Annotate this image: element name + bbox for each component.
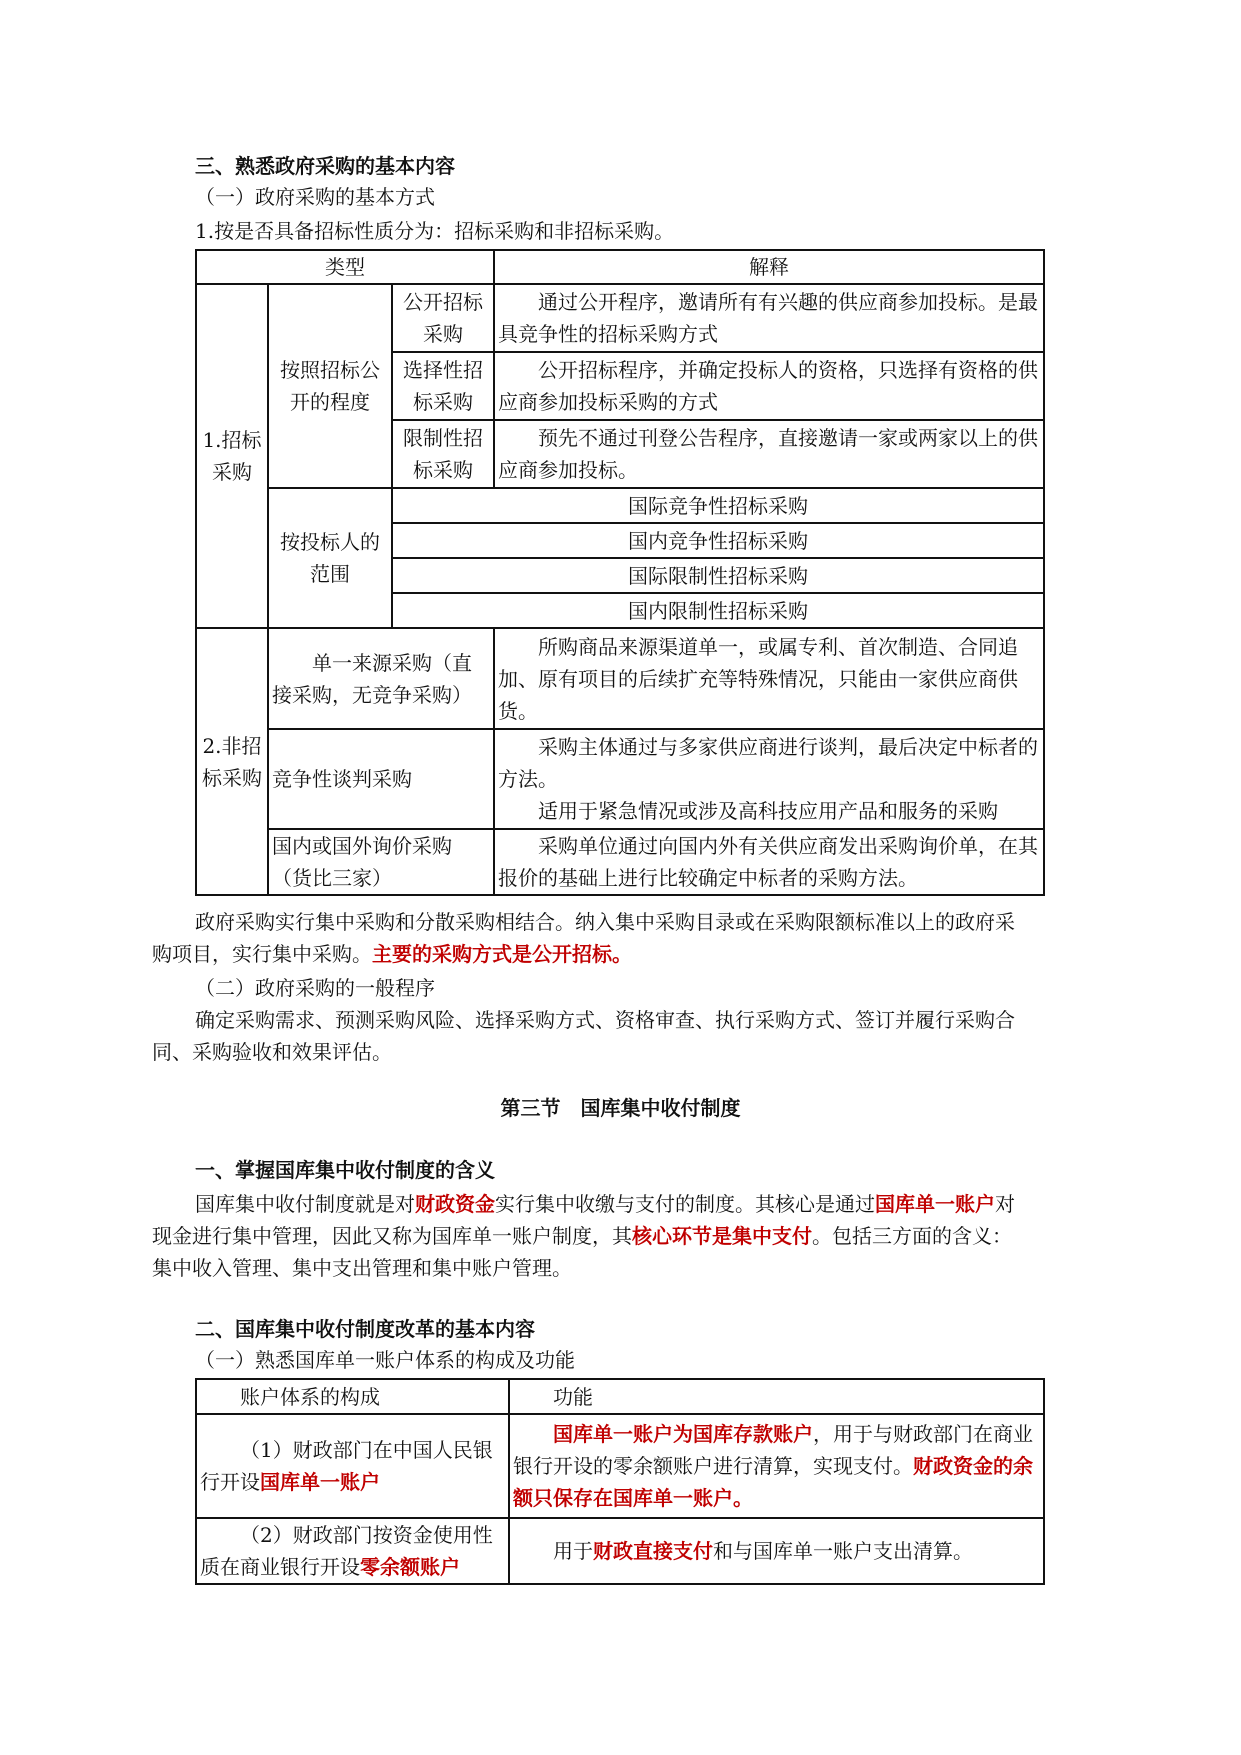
scope-item: 国际限制性招标采购	[392, 558, 1044, 593]
scope-item: 国际竞争性招标采购	[392, 488, 1044, 523]
row-desc: 所购商品来源渠道单一，或属专利、首次制造、合同追加、原有项目的后续扩充等特殊情况，只能由一家供应商供货。	[494, 628, 1044, 729]
row-desc: 通过公开程序，邀请所有有兴趣的供应商参加投标。是最具竞争性的招标采购方式	[494, 284, 1044, 352]
row-name: 竞争性谈判采购	[268, 729, 494, 829]
highlight: 财政资金	[415, 1192, 495, 1216]
highlight: 国库单一账户	[875, 1192, 995, 1216]
highlight: 国库单一账户	[260, 1470, 380, 1494]
section-heading: 三、熟悉政府采购的基本内容	[195, 154, 455, 178]
row-desc: 公开招标程序，并确定投标人的资格，只选择有资格的供应商参加投标采购的方式	[494, 352, 1044, 420]
highlight: 零余额账户	[360, 1555, 460, 1579]
section-title: 第三节 国库集中收付制度	[500, 1096, 741, 1120]
group-by-openness: 按照招标公开的程度	[268, 284, 392, 488]
highlight: 主要的采购方式是公开招标。	[372, 942, 632, 966]
text: （1）财政部门在中国人民银行开设	[200, 1438, 493, 1494]
row-name: 单一来源采购（直接采购，无竞争采购）	[268, 628, 494, 729]
header-type: 类型	[196, 250, 494, 284]
group-non-bidding: 2.非招标采购	[196, 628, 268, 895]
text: 现金进行集中管理，因此又称为国库单一账户制度，其	[152, 1224, 632, 1248]
highlight: 财政资金的余额只保存在国库单一账户。	[513, 1454, 1033, 1510]
desc-line: 采购主体通过与多家供应商进行谈判，最后决定中标者的方法。	[498, 735, 1038, 791]
header-explain: 解释	[494, 250, 1044, 284]
text: ，用于与财政部门在商业银行开设的零余额账户进行清算，实现支付。	[513, 1422, 1033, 1478]
text: 对	[995, 1192, 1015, 1216]
row-desc: 预先不通过刊登公告程序，直接邀请一家或两家以上的供应商参加投标。	[494, 420, 1044, 488]
paragraph: 政府采购实行集中采购和分散采购相结合。纳入集中采购目录或在采购限额标准以上的政府采	[195, 910, 1015, 934]
text: 购项目，实行集中采购。	[152, 942, 372, 966]
group-by-scope: 按投标人的范围	[268, 488, 392, 628]
highlight: 财政直接支付	[593, 1539, 713, 1563]
account-table	[195, 1378, 1045, 1585]
text: 。包括三方面的含义：	[812, 1224, 1012, 1248]
text: 和与国库单一账户支出清算。	[713, 1539, 973, 1563]
paragraph: 1.按是否具备招标性质分为：招标采购和非招标采购。	[195, 219, 675, 243]
group-bidding: 1.招标采购	[196, 284, 268, 628]
subheading: （二）政府采购的一般程序	[195, 976, 435, 1000]
section-heading: 一、掌握国库集中收付制度的含义	[195, 1158, 495, 1182]
row-name: 选择性招标采购	[392, 352, 494, 420]
scope-item: 国内限制性招标采购	[392, 593, 1044, 628]
paragraph: 同、采购验收和效果评估。	[152, 1040, 392, 1064]
function-cell	[509, 1414, 1044, 1518]
highlight: 核心环节是集中支付	[632, 1224, 812, 1248]
scope-item: 国内竞争性招标采购	[392, 523, 1044, 558]
row-desc	[494, 729, 1044, 829]
row-name: 公开招标采购	[392, 284, 494, 352]
account-cell	[196, 1414, 509, 1518]
text: 国库集中收付制度就是对	[195, 1192, 415, 1216]
paragraph	[152, 1221, 1012, 1251]
paragraph: 集中收入管理、集中支出管理和集中账户管理。	[152, 1256, 572, 1280]
paragraph	[195, 1189, 1015, 1219]
text: （2）财政部门按资金使用性质在商业银行开设	[200, 1523, 493, 1579]
account-cell	[196, 1518, 509, 1584]
row-name: 国内或国外询价采购（货比三家）	[268, 829, 494, 895]
section-heading: 二、国库集中收付制度改革的基本内容	[195, 1317, 535, 1341]
header-function: 功能	[509, 1379, 1044, 1414]
highlight: 国库单一账户为国库存款账户	[553, 1422, 813, 1446]
function-cell	[509, 1518, 1044, 1584]
row-desc: 采购单位通过向国内外有关供应商发出采购询价单，在其报价的基础上进行比较确定中标者的采购方法。	[494, 829, 1044, 895]
header-composition: 账户体系的构成	[196, 1379, 509, 1414]
row-name: 限制性招标采购	[392, 420, 494, 488]
text: 实行集中收缴与支付的制度。其核心是通过	[495, 1192, 875, 1216]
subheading: （一）熟悉国库单一账户体系的构成及功能	[195, 1348, 575, 1372]
subheading: （一）政府采购的基本方式	[195, 185, 435, 209]
procurement-table	[195, 249, 1045, 896]
desc-line: 适用于紧急情况或涉及高科技应用产品和服务的采购	[538, 799, 998, 823]
paragraph	[152, 939, 632, 969]
paragraph: 确定采购需求、预测采购风险、选择采购方式、资格审查、执行采购方式、签订并履行采购合	[195, 1008, 1015, 1032]
text: 用于	[553, 1539, 593, 1563]
